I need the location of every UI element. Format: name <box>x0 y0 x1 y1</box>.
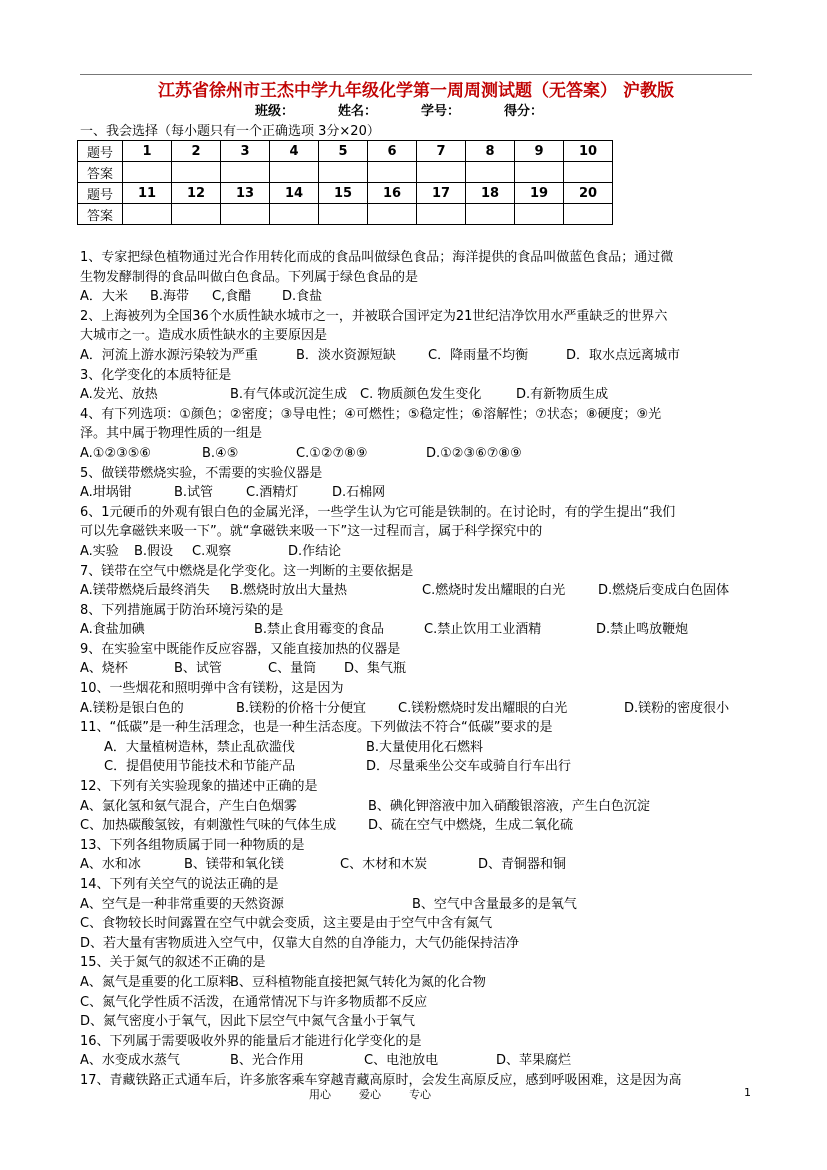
options-line <box>80 1051 760 1071</box>
question-number-cell: 20 <box>564 183 613 204</box>
options-line <box>80 816 760 836</box>
answer-cell[interactable] <box>368 162 417 183</box>
answer-option: C.①②⑦⑧⑨ <box>296 445 368 461</box>
answer-cell[interactable] <box>172 204 221 225</box>
slogan-word: 专心 <box>409 1088 431 1101</box>
answer-option: B.燃烧时放出大量热 <box>230 583 348 599</box>
question-number-cell: 18 <box>466 183 515 204</box>
options-line <box>80 797 760 817</box>
options-line <box>80 620 760 640</box>
answer-cell[interactable] <box>515 204 564 225</box>
answer-option: C,食醋 <box>212 289 252 305</box>
answer-cell[interactable] <box>172 162 221 183</box>
question-stem-line: 8、下列措施属于防治环境污染的是 <box>80 602 284 618</box>
row-label: 题号 <box>78 183 123 204</box>
question-number-cell: 2 <box>172 141 221 162</box>
answer-option: A.①②③⑤⑥ <box>80 445 152 461</box>
name-label: 姓名： <box>338 104 378 119</box>
footer-slogan <box>309 1086 459 1102</box>
question-stem-line: 2、上海被列为全国36个水质性缺水城市之一，并被联合国评定为21世纪洁净饮用水严重缺乏的世界六 <box>80 308 668 324</box>
options-line <box>80 934 760 954</box>
question-stem-line: 16、下列属于需要吸收外界的能量后才能进行化学变化的是 <box>80 1033 422 1049</box>
row-label: 题号 <box>78 141 123 162</box>
answer-cell[interactable] <box>270 162 319 183</box>
answer-option: C.酒精灯 <box>246 485 299 501</box>
options-line <box>80 659 760 679</box>
answer-option: D、青铜器和铜 <box>478 857 567 873</box>
question-number-cell: 1 <box>123 141 172 162</box>
options-line <box>80 699 760 719</box>
answer-option: B.④⑤ <box>202 445 239 461</box>
answer-option: A．河流上游水源污染较为严重 <box>80 347 258 363</box>
answer-option: D．取水点远离城市 <box>566 347 681 363</box>
student-id-label: 学号： <box>421 104 461 119</box>
answer-option: B.镁粉的价格十分便宜 <box>236 700 367 716</box>
question-number-cell: 14 <box>270 183 319 204</box>
answer-option: C、量筒 <box>268 661 317 677</box>
answer-cell[interactable] <box>123 162 172 183</box>
answer-cell[interactable] <box>564 162 613 183</box>
question-number-cell: 6 <box>368 141 417 162</box>
answer-option: A、空气是一种非常重要的天然资源 <box>80 896 284 912</box>
answer-cell[interactable] <box>319 204 368 225</box>
options-line <box>80 973 760 993</box>
answer-table <box>77 140 613 225</box>
answer-cell[interactable] <box>466 204 515 225</box>
answer-option: D.禁止鸣放鞭炮 <box>596 622 689 638</box>
answer-option: C、食物较长时间露置在空气中就会变质，这主要是由于空气中含有氮气 <box>80 916 493 932</box>
answer-table-row-blank2 <box>78 204 613 225</box>
answer-option: D.石棉网 <box>332 485 386 501</box>
answer-cell[interactable] <box>417 204 466 225</box>
answer-option: D.镁粉的密度很小 <box>624 700 730 716</box>
question-number-cell: 10 <box>564 141 613 162</box>
answer-option: A.镁带燃烧后最终消失 <box>80 583 210 599</box>
options-line <box>80 444 760 464</box>
answer-cell[interactable] <box>319 162 368 183</box>
answer-cell[interactable] <box>221 162 270 183</box>
answer-option: B.有气体或沉淀生成 <box>230 387 348 403</box>
answer-option: C、木材和木炭 <box>340 857 428 873</box>
slogan-word: 用心 <box>309 1088 331 1101</box>
answer-option: A.食盐加碘 <box>80 622 145 638</box>
slogan-word: 爱心 <box>359 1088 381 1101</box>
answer-option: D、苹果腐烂 <box>496 1053 572 1069</box>
options-line <box>80 287 760 307</box>
question-stem-line: 12、下列有关实验现象的描述中正确的是 <box>80 779 318 795</box>
options-line <box>80 855 760 875</box>
class-label: 班级： <box>255 104 295 119</box>
answer-option: B.禁止食用霉变的食品 <box>254 622 385 638</box>
answer-option: A、烧杯 <box>80 661 128 677</box>
answer-option: B、光合作用 <box>230 1053 304 1069</box>
answer-option: A、氯化氢和氨气混合，产生白色烟雾 <box>80 798 297 814</box>
answer-option: D.燃烧后变成白色固体 <box>598 583 730 599</box>
answer-option: A.坩埚钳 <box>80 485 132 501</box>
question-stem-line: 4、有下列选项：①颜色；②密度；③导电性；④可燃性；⑤稳定性；⑥溶解性；⑦状态；⑧硬度；⑨光 <box>80 406 662 422</box>
student-info-line <box>255 100 587 119</box>
options-line <box>80 542 760 562</box>
row-label: 答案 <box>78 204 123 225</box>
question-stem-line: 泽。其中属于物理性质的一组是 <box>80 426 263 442</box>
answer-option: A.实验 <box>80 543 119 559</box>
answer-table-row-nums1 <box>78 141 613 162</box>
question-stem-line: 9、在实验室中既能作反应容器，又能直接加热的仪器是 <box>80 641 401 657</box>
answer-cell[interactable] <box>466 162 515 183</box>
answer-table-row-blank1 <box>78 162 613 183</box>
answer-option: C.燃烧时发出耀眼的白光 <box>422 583 566 599</box>
question-number-cell: 8 <box>466 141 515 162</box>
question-stem-line: 15、关于氮气的叙述不正确的是 <box>80 955 266 971</box>
answer-option: C、氮气化学性质不活泼，在通常情况下与许多物质都不反应 <box>80 994 428 1010</box>
question-stem-line: 大城市之一。造成水质性缺水的主要原因是 <box>80 328 328 344</box>
answer-option: C.禁止饮用工业酒精 <box>424 622 542 638</box>
question-number-cell: 3 <box>221 141 270 162</box>
page-number: 1 <box>744 1086 751 1099</box>
answer-option: C．提倡使用节能技术和节能产品 <box>104 759 296 775</box>
answer-option: D、集气瓶 <box>344 661 407 677</box>
answer-option: C. 物质颜色发生变化 <box>360 387 482 403</box>
question-list <box>80 248 760 1091</box>
answer-option: D.作结论 <box>288 543 342 559</box>
answer-option: B、碘化钾溶液中加入硝酸银溶液，产生白色沉淀 <box>368 798 650 814</box>
question-stem-line: 6、1元硬币的外观有银白色的金属光泽，一些学生认为它可能是铁制的。在讨论时，有的学生提出“我们 <box>80 504 676 520</box>
options-line <box>80 738 760 758</box>
answer-option: B.假设 <box>134 543 174 559</box>
answer-option: B.试管 <box>174 485 214 501</box>
answer-option: C．降雨量不均衡 <box>428 347 529 363</box>
answer-option: B.大量使用化石燃料 <box>366 739 484 755</box>
answer-option: B、豆科植物能直接把氮气转化为氮的化合物 <box>230 974 486 990</box>
answer-option: D.①②③⑥⑦⑧⑨ <box>426 445 522 461</box>
question-number-cell: 13 <box>221 183 270 204</box>
question-stem-line: 17、青藏铁路正式通车后，许多旅客乘车穿越青藏高原时，会发生高原反应，感到呼吸困难，这是因为高 <box>80 1072 682 1088</box>
options-line <box>80 914 760 934</box>
question-number-cell: 17 <box>417 183 466 204</box>
answer-option: D、氮气密度小于氧气，因此下层空气中氮气含量小于氧气 <box>80 1014 416 1030</box>
answer-option: D、硫在空气中燃烧，生成二氧化硫 <box>368 818 574 834</box>
answer-cell[interactable] <box>368 204 417 225</box>
options-line <box>80 895 760 915</box>
question-number-cell: 16 <box>368 183 417 204</box>
options-line <box>80 483 760 503</box>
answer-cell[interactable] <box>417 162 466 183</box>
section-heading: 一、我会选择（每小题只有一个正确选项 3分×20） <box>80 124 380 139</box>
question-number-cell: 5 <box>319 141 368 162</box>
answer-option: B、镁带和氧化镁 <box>184 857 284 873</box>
answer-cell[interactable] <box>221 204 270 225</box>
answer-option: A、氮气是重要的化工原料 <box>80 974 232 990</box>
options-line <box>80 385 760 405</box>
question-stem-line: 7、镁带在空气中燃烧是化学变化。这一判断的主要依据是 <box>80 563 414 579</box>
answer-option: A．大米 <box>80 289 128 305</box>
options-line <box>80 346 760 366</box>
answer-option: D、若大量有害物质进入空气中，仅靠大自然的自净能力，大气仍能保持洁净 <box>80 935 520 951</box>
question-stem-line: 5、做镁带燃烧实验，不需要的实验仪器是 <box>80 465 323 481</box>
answer-option: D.食盐 <box>282 289 323 305</box>
answer-option: C.观察 <box>192 543 232 559</box>
answer-option: A.镁粉是银白色的 <box>80 700 184 716</box>
options-line <box>80 757 760 777</box>
answer-table-row-nums2 <box>78 183 613 204</box>
options-line <box>80 1012 760 1032</box>
question-stem-line: 14、下列有关空气的说法正确的是 <box>80 877 279 892</box>
question-number-cell: 12 <box>172 183 221 204</box>
options-line <box>80 581 760 601</box>
question-stem-line: 生物发酵制得的食品叫做白色食品。下列属于绿色食品的是 <box>80 269 419 285</box>
question-number-cell: 15 <box>319 183 368 204</box>
question-stem-line: 1、专家把绿色植物通过光合作用转化而成的食品叫做绿色食品；海洋提供的食品叫做蓝色食品；通过微 <box>80 250 674 265</box>
question-stem-line: 可以先拿磁铁来吸一下”。就“拿磁铁来吸一下”这一过程而言，属于科学探究中的 <box>80 524 543 540</box>
header-rule <box>80 74 752 75</box>
answer-option: B、空气中含量最多的是氧气 <box>412 896 577 912</box>
question-stem-line: 11、“低碳”是一种生活理念，也是一种生活态度。下列做法不符合“低碳”要求的是 <box>80 720 553 736</box>
answer-option: C、电池放电 <box>364 1053 439 1069</box>
answer-option: A．大量植树造林，禁止乱砍滥伐 <box>104 739 295 755</box>
question-stem-line: 10、一些烟花和照明弹中含有镁粉，这是因为 <box>80 681 344 697</box>
question-number-cell: 4 <box>270 141 319 162</box>
answer-cell[interactable] <box>564 204 613 225</box>
score-label: 得分： <box>504 104 544 119</box>
answer-option: D.有新物质生成 <box>516 387 609 403</box>
question-number-cell: 7 <box>417 141 466 162</box>
answer-option: A.发光、放热 <box>80 387 158 403</box>
question-number-cell: 19 <box>515 183 564 204</box>
page-title: 江苏省徐州市王杰中学九年级化学第一周周测试题（无答案） 沪教版 <box>158 81 674 101</box>
question-stem-line: 3、化学变化的本质特征是 <box>80 367 232 383</box>
answer-cell[interactable] <box>515 162 564 183</box>
options-line <box>80 993 760 1013</box>
answer-option: B、试管 <box>174 661 222 677</box>
answer-option: B．淡水资源短缺 <box>296 347 396 363</box>
answer-cell[interactable] <box>123 204 172 225</box>
question-number-cell: 9 <box>515 141 564 162</box>
question-stem-line: 13、下列各组物质属于同一种物质的是 <box>80 837 305 853</box>
answer-cell[interactable] <box>270 204 319 225</box>
answer-option: A、水和冰 <box>80 857 141 873</box>
question-number-cell: 11 <box>123 183 172 204</box>
answer-option: C、加热碳酸氢铵，有刺激性气味的气体生成 <box>80 818 337 834</box>
answer-option: C.镁粉燃烧时发出耀眼的白光 <box>398 700 568 716</box>
answer-option: D．尽量乘坐公交车或骑自行车出行 <box>366 759 572 775</box>
row-label: 答案 <box>78 162 123 183</box>
answer-option: A、水变成水蒸气 <box>80 1053 180 1069</box>
answer-option: B.海带 <box>150 289 190 305</box>
